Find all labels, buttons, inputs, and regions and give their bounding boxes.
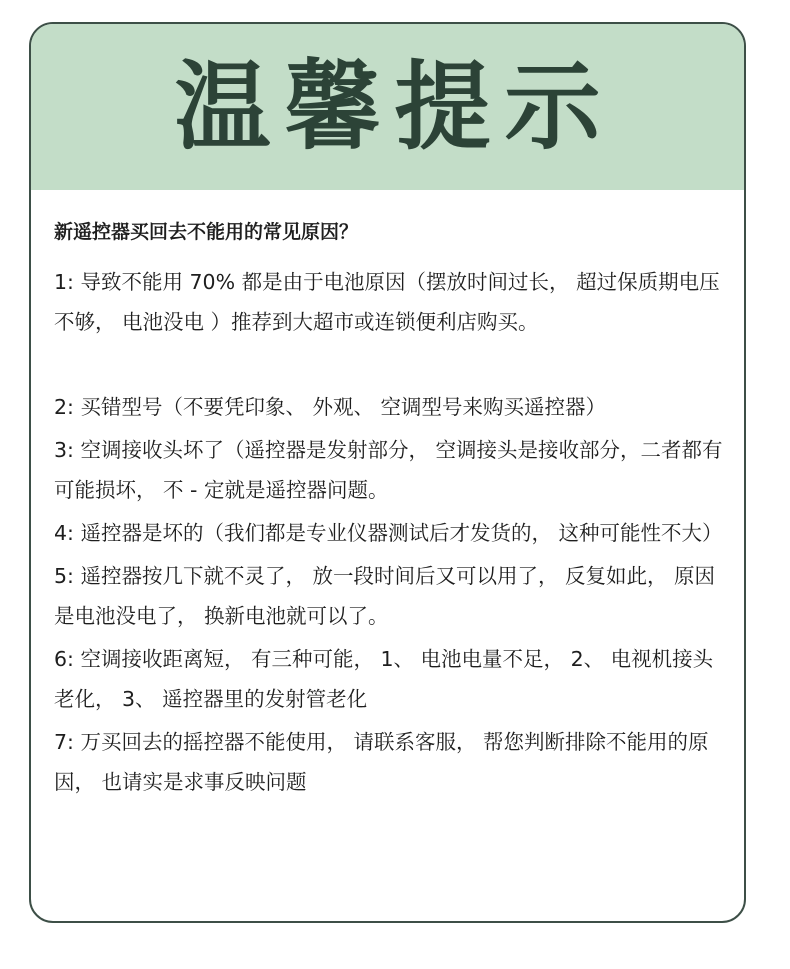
reason-item-3: 3: 空调接收头坏了（遥控器是发射部分， 空调接头是接收部分，二者都有可能损坏， 不 - 定就是遥控器问题。 <box>54 438 723 502</box>
reason-item-6: 6: 空调接收距离短， 有三种可能， 1、 电池电量不足， 2、 电视机接头老化， 3、 遥控器里的发射管老化 <box>54 647 714 711</box>
page-title: 温馨提示 <box>174 51 615 163</box>
header-banner <box>31 24 744 190</box>
reason-item-5: 5: 遥控器按几下就不灵了， 放一段时间后又可以用了， 反复如此， 原因是电池没电了， 换新电池就可以了。 <box>54 564 716 628</box>
reason-item-2: 2: 买错型号（不要凭印象、 外观、 空调型号来购买遥控器） <box>54 395 606 419</box>
reason-item-1: 1: 导致不能用 70% 都是由于电池原因（摆放时间过长， 超过保质期电压不够， 电池没电 ）推荐到大超市或连锁便利店购买。 <box>54 270 720 334</box>
notice-body <box>31 190 744 802</box>
reason-item-7: 7: 万买回去的摇控器不能使用， 请联系客服， 帮您判断排除不能用的原因， 也请实是求事反映问题 <box>54 730 709 794</box>
reason-item-4: 4: 遥控器是坏的（我们都是专业仪器测试后才发货的， 这种可能性不大） <box>54 521 723 545</box>
question-heading: 新遥控器买回去不能用的常见原因？ <box>54 221 359 243</box>
notice-card <box>29 22 746 923</box>
